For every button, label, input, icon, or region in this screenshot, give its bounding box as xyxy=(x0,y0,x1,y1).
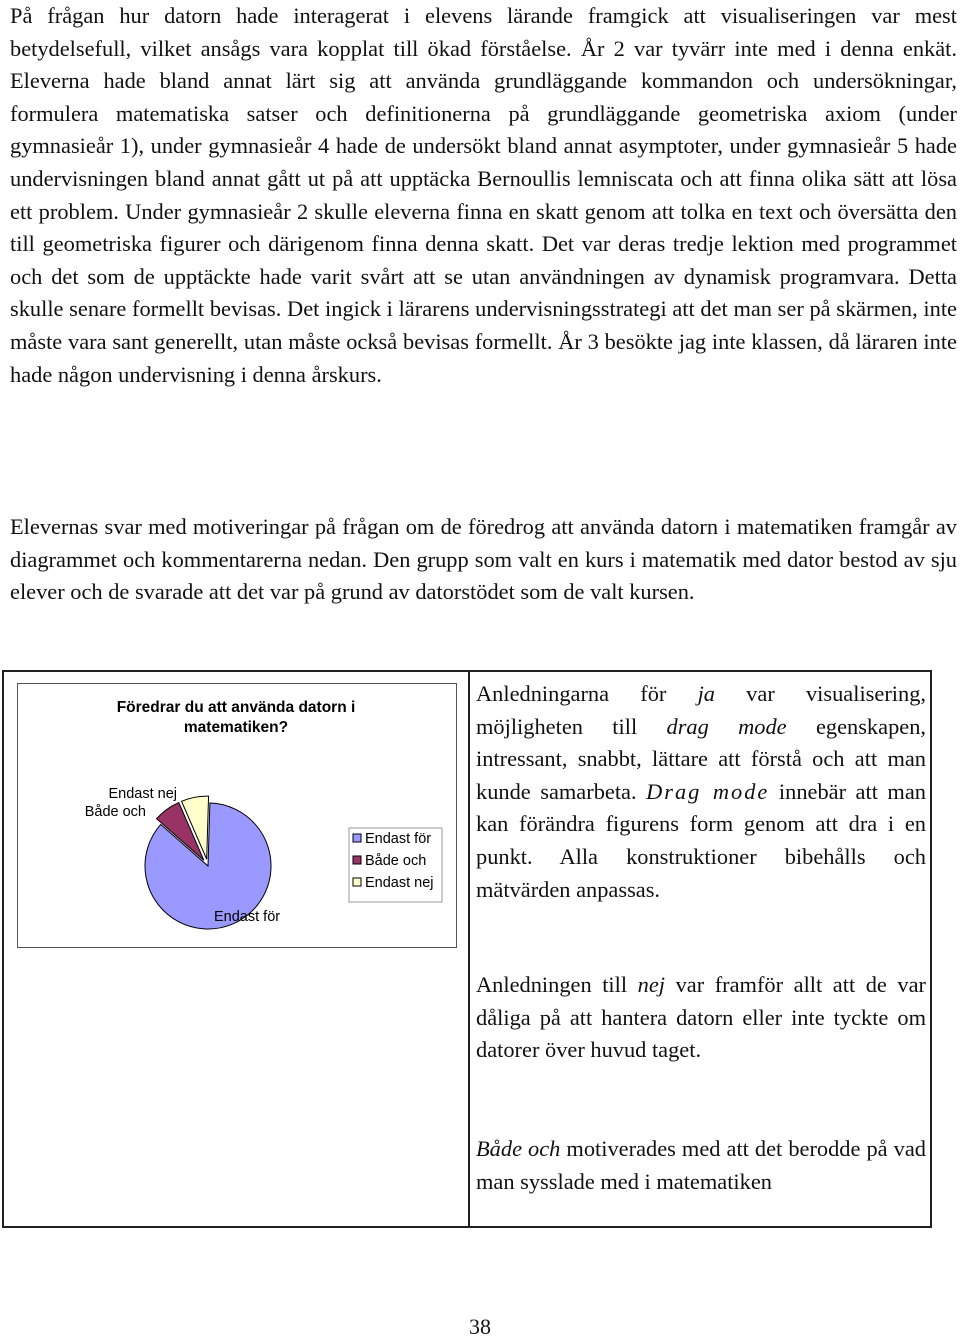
side-text-nej-word: nej xyxy=(637,972,666,997)
side-text-ja-part: Anledningarna för xyxy=(476,681,698,706)
pie-slice-label: Endast för xyxy=(214,909,281,925)
side-text-drag-mode: drag mode xyxy=(666,713,787,739)
side-text-ja-word: ja xyxy=(697,681,715,706)
side-text-bade-och-part: motiverades med att det berodde på vad man sysslade med i matematiken xyxy=(476,1136,926,1194)
pie-slice-label: Endast nej xyxy=(108,786,177,802)
chart-title-line-2: matematiken? xyxy=(183,719,289,736)
side-text-nej xyxy=(476,969,926,1067)
side-text-bade-och-word: Både och xyxy=(476,1136,561,1161)
body-paragraph-1: På frågan hur datorn hade interagerat i elevens lärande framgick att visualiseringen var mest betydelsefull, vilket ansågs vara kopplat till ökad förståelse. År 2 var tyvärr inte med i denna enkät. Eleverna hade bland annat lärt sig att använda grundläggande kommandon och undersökningar, formulera matematiska satser och definitionerna på grundläggande geometriska axiom (under gymnasieår 1), under gymnasieår 4 hade de undersökt bland annat asymptoter, under gymnasieår 5 hade undervisningen bland annat gått ut på att upptäcka Bernoullis lemniscata och att finna olika sätt att lösa ett problem. Under gymnasieår 2 skulle eleverna finna en skatt genom att tolka en text och översätta den till geometriska figurer och därigenom finna denna skatt. Det var deras tredje lektion med programmet och det som de upptäckte hade varit svårt att se utan användningen av dynamisk programvara. Detta skulle senare formellt bevisas. Det ingick i lärarens undervisningsstrategi att det man ser på skärmen, inte måste vara sant generellt, utan måste också bevisas formellt. År 3 besökte jag inte klassen, då läraren inte hade någon undervisning i denna årskurs. xyxy=(10,3,957,387)
frame-divider xyxy=(468,672,470,1226)
side-text-ja-part: var visualisering, möjligheten till xyxy=(476,681,926,739)
side-text-ja-part: egenskapen, intressant, snabbt, lättare att förstå och att man kunde samarbeta. xyxy=(476,713,926,804)
pie-chart xyxy=(18,684,456,947)
legend-label: Endast nej xyxy=(365,875,434,891)
side-text-nej-part: Anledningen till xyxy=(476,972,638,997)
figure-frame xyxy=(2,670,932,1228)
side-text-ja-part: innebär att man kan förändra figurens form genom att dra i en punkt. Alla konstruktioner bibehålls och mätvärden anpassas. xyxy=(476,778,926,902)
pie-slice-label: Både och xyxy=(84,804,146,820)
side-text-ja xyxy=(476,678,926,906)
side-text-nej-part: var framför allt att de var dåliga på att hantera datorn eller inte tyckte om datorer över huvud taget. xyxy=(476,972,926,1063)
chart-title-line-1: Föredrar du att använda datorn i xyxy=(116,699,356,716)
side-text-drag-mode-2: Drag mode xyxy=(646,778,770,804)
side-text-bade-och xyxy=(476,1133,926,1198)
legend-label: Både och xyxy=(365,853,427,869)
legend-swatch xyxy=(353,834,361,842)
chart-legend xyxy=(349,828,442,902)
legend-swatch xyxy=(353,878,361,886)
legend-swatch xyxy=(353,856,361,864)
body-paragraph-2: Elevernas svar med motiveringar på frågan om de föredrog att använda datorn i matematiken framgår av diagrammet och kommentarerna nedan. Den grupp som valt en kurs i matematik med dator bestod av sju elever och de svarade att det var på grund av datorstödet som de valt kursen. xyxy=(10,514,957,605)
pie-chart-box xyxy=(17,683,457,948)
page-number: 38 xyxy=(469,1314,491,1339)
legend-label: Endast för xyxy=(365,831,432,847)
